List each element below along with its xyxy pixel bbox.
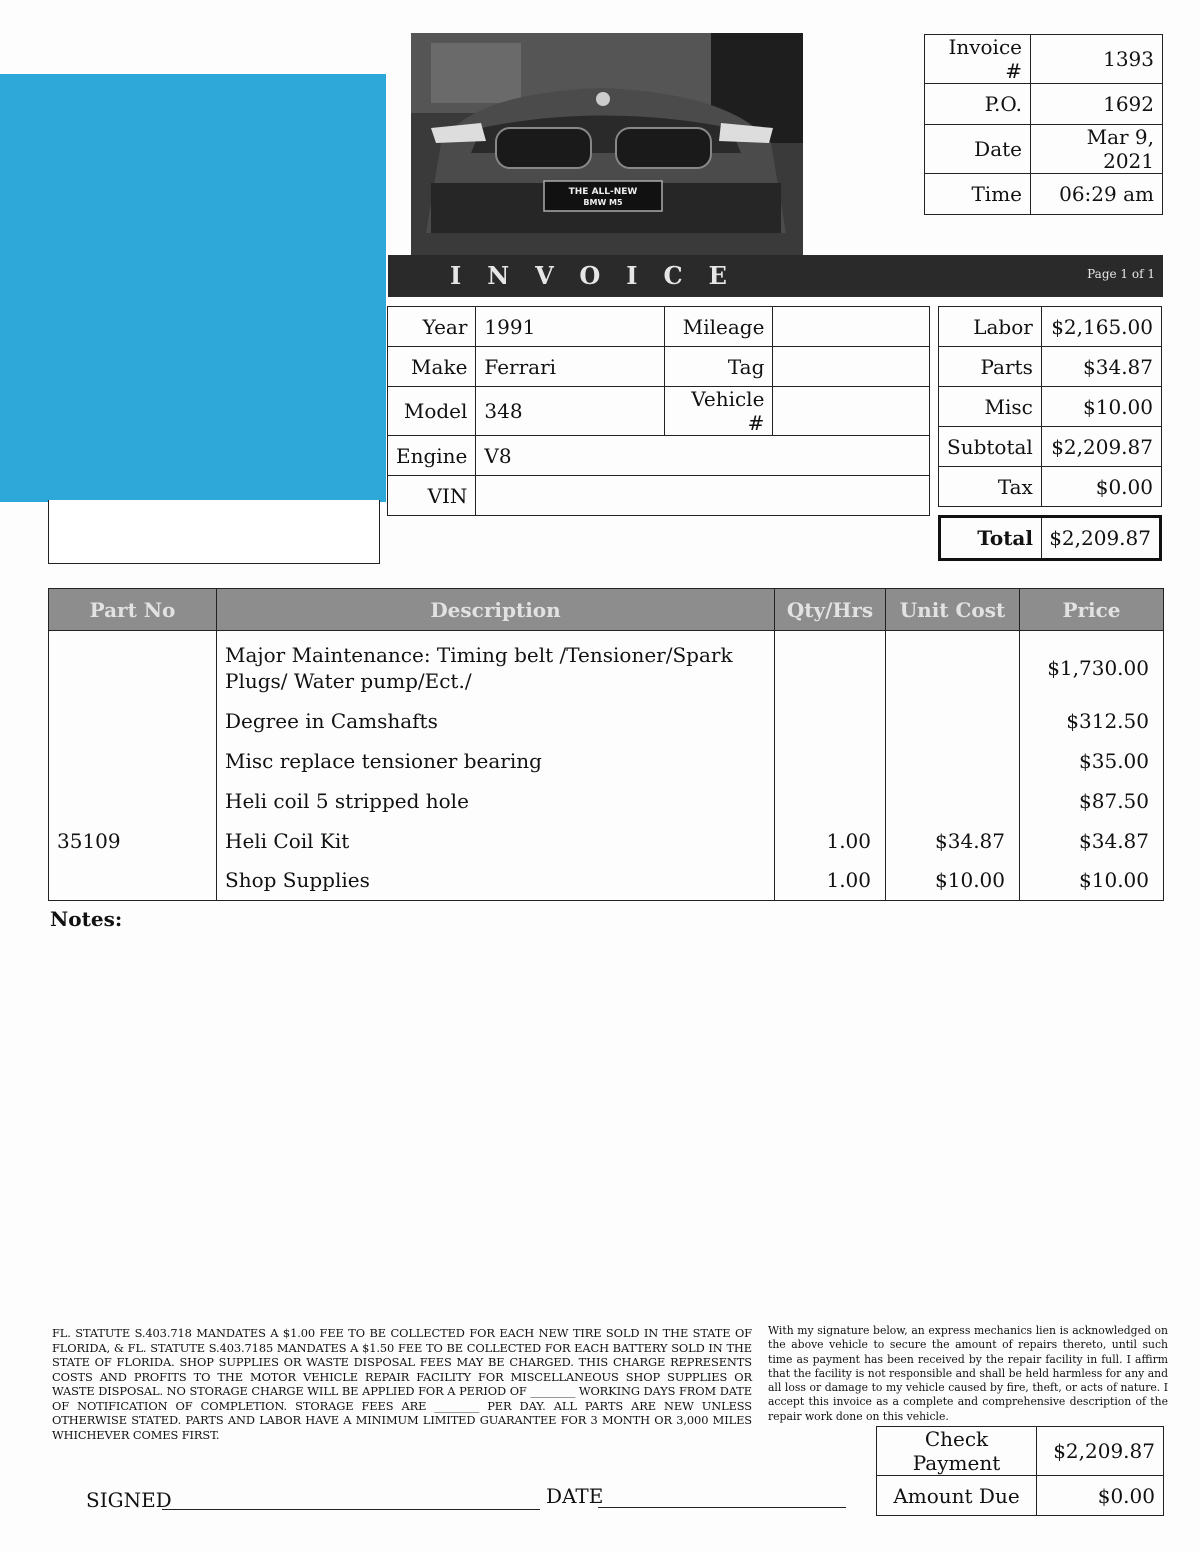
vehicle-table	[387, 306, 930, 516]
vehicle-row-make	[388, 347, 930, 387]
labor-row	[939, 307, 1162, 347]
subtotal-row	[939, 427, 1162, 467]
qty-cell	[775, 781, 886, 821]
description-cell: Shop Supplies	[217, 861, 775, 901]
header-price: Price	[1020, 589, 1164, 631]
date-row	[925, 125, 1163, 174]
subtotal-value: $2,209.87	[1041, 427, 1161, 467]
invoice-time-label: Time	[925, 174, 1031, 215]
parts-row	[939, 347, 1162, 387]
signed-label: SIGNED	[86, 1488, 172, 1512]
table-row	[49, 781, 1164, 821]
part-no-cell: 35109	[49, 821, 217, 861]
unit-cost-cell	[886, 701, 1020, 741]
vehicle-number-label: Vehicle #	[665, 387, 773, 436]
plate-text-1: THE ALL-NEW	[568, 187, 638, 197]
po-value: 1692	[1031, 84, 1163, 125]
mileage-label: Mileage	[665, 307, 773, 347]
unit-cost-cell: $34.87	[886, 821, 1020, 861]
invoice-date-value: Mar 9, 2021	[1031, 125, 1163, 174]
labor-label: Labor	[939, 307, 1042, 347]
notes-label: Notes:	[50, 907, 123, 931]
year-label: Year	[388, 307, 476, 347]
vehicle-row-engine	[388, 436, 930, 476]
tax-label: Tax	[939, 467, 1042, 507]
header-part-no: Part No	[49, 589, 217, 631]
description-cell: Heli Coil Kit	[217, 821, 775, 861]
customer-address-box	[48, 500, 380, 564]
make-value: Ferrari	[476, 347, 665, 387]
price-cell: $35.00	[1020, 741, 1164, 781]
description-cell: Misc replace tensioner bearing	[217, 741, 775, 781]
total-value: $2,209.87	[1049, 526, 1151, 550]
page-indicator: Page 1 of 1	[1087, 267, 1155, 281]
vin-label: VIN	[388, 476, 476, 516]
unit-cost-cell	[886, 741, 1020, 781]
price-cell: $87.50	[1020, 781, 1164, 821]
price-cell: $312.50	[1020, 701, 1164, 741]
price-cell: $34.87	[1020, 821, 1164, 861]
header-qty: Qty/Hrs	[775, 589, 886, 631]
banner-title: INVOICE	[450, 261, 753, 290]
check-payment-value: $2,209.87	[1037, 1427, 1164, 1476]
invoice-number-value: 1393	[1031, 35, 1163, 84]
engine-value: V8	[476, 436, 930, 476]
labor-value: $2,165.00	[1041, 307, 1161, 347]
check-payment-label: Check Payment	[877, 1427, 1037, 1476]
unit-cost-cell	[886, 781, 1020, 821]
line-items-table	[48, 588, 1164, 901]
invoice-time-value: 06:29 am	[1031, 174, 1163, 215]
qty-cell	[775, 701, 886, 741]
unit-cost-cell	[886, 631, 1020, 701]
engine-label: Engine	[388, 436, 476, 476]
tag-value	[773, 347, 930, 387]
lien-text: With my signature below, an express mechanics lien is acknowledged on the above vehicle to secure the amount of repairs thereto, until such time as payment has been received by the repair facility in full. I affirm that the facility is not responsible and shall be held harmless for any and all loss or damage to my vehicle caused by fire, theft, or acts of nature. I accept this invoice as a complete and comprehensive description of the repair work done on this vehicle.	[768, 1324, 1168, 1423]
total-box	[938, 515, 1162, 561]
table-row	[49, 701, 1164, 741]
qty-cell	[775, 741, 886, 781]
unit-cost-cell: $10.00	[886, 861, 1020, 901]
model-label: Model	[388, 387, 476, 436]
subtotal-label: Subtotal	[939, 427, 1042, 467]
misc-value: $10.00	[1041, 387, 1161, 427]
part-no-cell	[49, 781, 217, 821]
total-label: Total	[941, 518, 1042, 558]
description-cell: Degree in Camshafts	[217, 701, 775, 741]
description-cell: Major Maintenance: Timing belt /Tensioner/Spark Plugs/ Water pump/Ect./	[217, 631, 775, 701]
year-value: 1991	[476, 307, 665, 347]
items-header-row	[49, 589, 1164, 631]
part-no-cell	[49, 701, 217, 741]
misc-row	[939, 387, 1162, 427]
vehicle-number-value	[773, 387, 930, 436]
header-unit-cost: Unit Cost	[886, 589, 1020, 631]
signature-line[interactable]	[162, 1509, 540, 1510]
mileage-value	[773, 307, 930, 347]
date-line[interactable]	[598, 1507, 846, 1508]
qty-cell: 1.00	[775, 861, 886, 901]
table-row	[49, 821, 1164, 861]
po-row	[925, 84, 1163, 125]
price-cell: $1,730.00	[1020, 631, 1164, 701]
table-row	[49, 741, 1164, 781]
price-cell: $10.00	[1020, 861, 1164, 901]
po-label: P.O.	[925, 84, 1031, 125]
amount-due-value: $0.00	[1037, 1476, 1164, 1516]
header-description: Description	[217, 589, 775, 631]
part-no-cell	[49, 861, 217, 901]
car-photo	[411, 33, 803, 255]
part-no-cell	[49, 631, 217, 701]
description-cell: Heli coil 5 stripped hole	[217, 781, 775, 821]
payment-table	[876, 1426, 1164, 1516]
plate-text-2: BMW M5	[583, 198, 623, 207]
misc-label: Misc	[939, 387, 1042, 427]
parts-label: Parts	[939, 347, 1042, 387]
amount-due-label: Amount Due	[877, 1476, 1037, 1516]
invoice-number-row	[925, 35, 1163, 84]
table-row	[49, 861, 1164, 901]
date-label: DATE	[546, 1484, 604, 1508]
vehicle-row-year	[388, 307, 930, 347]
invoice-info-table	[924, 34, 1163, 215]
statute-text: FL. STATUTE S.403.718 MANDATES A $1.00 FEE TO BE COLLECTED FOR EACH NEW TIRE SOLD IN THE STATE OF FLORIDA, & FL. STATUTE S.403.7185 MANDATES A $1.50 FEE TO BE COLLECTED FOR EACH BATTERY SOLD IN THE STATE OF FLORIDA. SHOP SUPPLIES OR WASTE DISPOSAL FEES MAY BE CHARGED. THIS CHARGE REPRESENTS COSTS AND PROFITS TO THE MOTOR VEHICLE REPAIR FACILITY FOR MISCELLANEOUS SHOP SUPPLIES OR WASTE DISPOSAL. NO STORAGE CHARGE WILL BE APPLIED FOR A PERIOD OF ________ WORKING DAYS FROM DATE OF NOTIFICATION OF COMPLETION. STORAGE FEES ARE ________ PER DAY. ALL PARTS ARE NEW UNLESS OTHERWISE STATED. PARTS AND LABOR HAVE A MINIMUM LIMITED GUARANTEE FOR 3 MONTH OR 3,000 MILES WHICHEVER COMES FIRST.	[52, 1326, 752, 1442]
redaction-block	[0, 74, 386, 502]
invoice-number-label: Invoice #	[925, 35, 1031, 84]
qty-cell: 1.00	[775, 821, 886, 861]
invoice-banner	[388, 255, 1163, 297]
tag-label: Tag	[665, 347, 773, 387]
invoice-date-label: Date	[925, 125, 1031, 174]
amount-due-row	[877, 1476, 1164, 1516]
parts-value: $34.87	[1041, 347, 1161, 387]
vin-value	[476, 476, 930, 516]
vehicle-row-vin	[388, 476, 930, 516]
model-value: 348	[476, 387, 665, 436]
qty-cell	[775, 631, 886, 701]
part-no-cell	[49, 741, 217, 781]
table-row	[49, 631, 1164, 701]
vehicle-row-model	[388, 387, 930, 436]
make-label: Make	[388, 347, 476, 387]
totals-table	[938, 306, 1162, 507]
check-payment-row	[877, 1427, 1164, 1476]
tax-row	[939, 467, 1162, 507]
tax-value: $0.00	[1041, 467, 1161, 507]
time-row	[925, 174, 1163, 215]
